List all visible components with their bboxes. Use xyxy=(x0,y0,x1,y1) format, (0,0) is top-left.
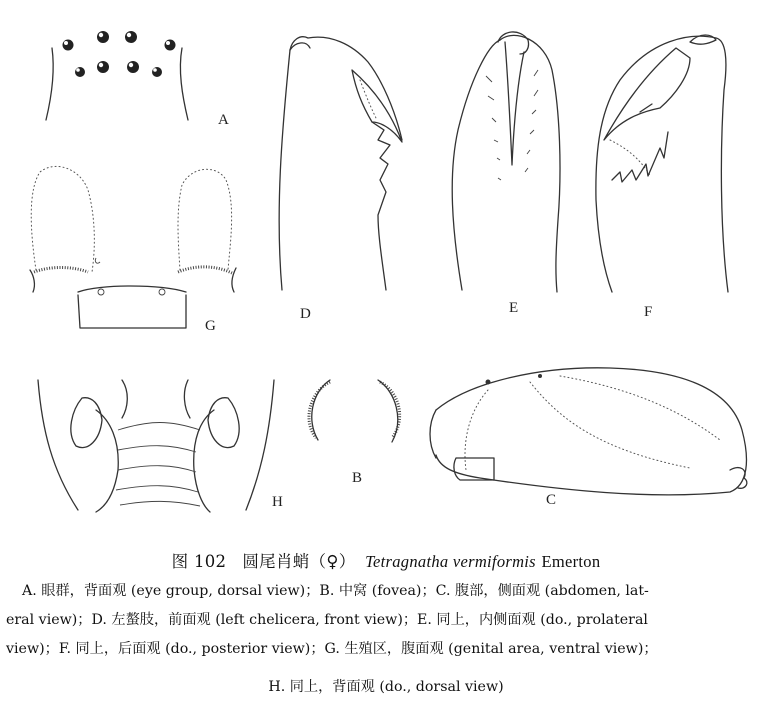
panel-h-genital-dorsal-drawing xyxy=(38,380,274,512)
caption-line-1: A. 眼群，背面观 (eye group, dorsal view)；B. 中窝 (fovea)；C. 腹部，侧面观 (abdomen, lat- xyxy=(22,583,649,599)
panel-f-chelicera-posterior-drawing xyxy=(596,35,728,292)
panel-label-e: E xyxy=(509,300,519,316)
panel-d-chelicera-front-drawing xyxy=(279,37,402,290)
panel-g-genital-area-drawing xyxy=(30,166,236,328)
caption-line-3: view)；F. 同上，后面观 (do., posterior view)；G. 生殖区，腹面观 (genital area, ventral view)； xyxy=(6,641,658,657)
figure-title xyxy=(0,548,772,572)
figure-chinese-name: 圆尾肖蛸（♀） xyxy=(242,552,356,571)
panel-e-chelicera-prolateral-drawing xyxy=(452,32,560,292)
caption-line-2: eral view)；D. 左螯肢，前面观 (left chelicera, front view)；E. 同上，内侧面观 (do., prolateral xyxy=(6,612,648,628)
caption-line-4: H. 同上，背面观 (do., dorsal view) xyxy=(268,679,504,695)
panel-label-d: D xyxy=(300,306,311,322)
panel-label-b: B xyxy=(352,470,363,486)
panel-label-c: C xyxy=(546,492,557,508)
panel-b-fovea-drawing xyxy=(309,380,400,442)
panel-label-a: A xyxy=(218,112,229,128)
panel-label-g: G xyxy=(205,318,216,334)
figure-number: 图 102 xyxy=(171,552,227,571)
panel-c-abdomen-lateral-drawing xyxy=(430,368,747,495)
panel-a-eye-group-drawing xyxy=(46,31,188,120)
panel-label-f: F xyxy=(644,304,653,320)
species-name: Tetragnatha vermiformis xyxy=(365,552,536,571)
species-author: Emerton xyxy=(541,552,601,571)
panel-label-h: H xyxy=(272,494,283,510)
